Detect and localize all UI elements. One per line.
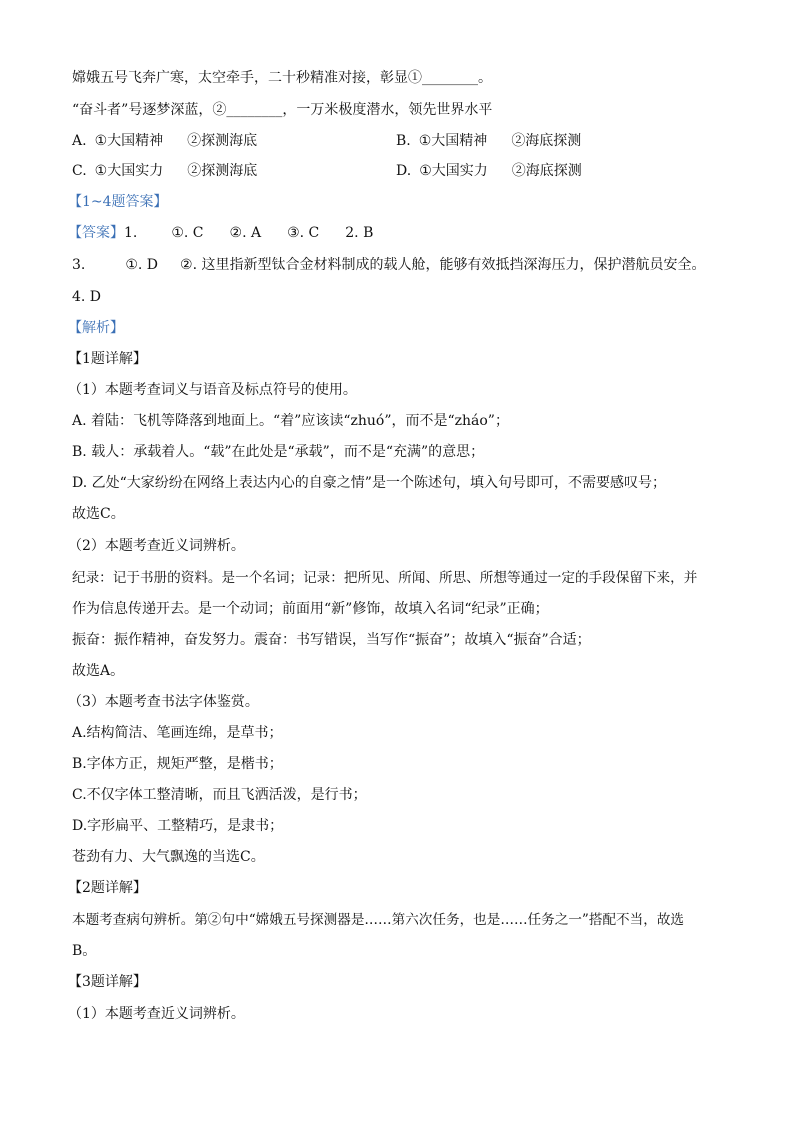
option-d-letter: D. (396, 163, 412, 179)
detail-1-line: 作为信息传递开去。是一个动词；前面用“新”修饰，故填入名词“纪录”正确； (72, 601, 549, 617)
answer-1-sub3: ③. C (287, 225, 320, 241)
option-d (396, 161, 582, 181)
answer-1-num: 1. (124, 225, 138, 241)
option-c-letter: C. (72, 163, 87, 179)
answer-2: 2. B (345, 225, 374, 241)
analysis-header: 【解析】 (68, 320, 124, 336)
detail-1-line: D. 乙处“大家纷纷在网络上表达内心的自豪之情”是一个陈述句，填入句号即可，不需要感叹号； (72, 475, 666, 491)
detail-2-header: 【2题详解】 (68, 880, 147, 896)
option-a-letter: A. (72, 133, 87, 149)
answer-3-sub2: ②. 这里指新型钛合金材料制成的载人舱，能够有效抵挡深海压力，保护潜航员安全。 (180, 257, 706, 273)
question-line-1: 嫦娥五号飞奔广寒，太空牵手，二十秒精准对接，彰显①________。 (72, 70, 492, 86)
answer-3-num: 3. (72, 257, 86, 273)
option-c-part1: ①大国实力 (94, 163, 164, 179)
option-c (72, 161, 257, 181)
option-b-part2: ②海底探测 (511, 133, 582, 149)
detail-1-line: B.字体方正，规矩严整，是楷书； (72, 756, 283, 772)
detail-1-line: （1）本题考查词义与语音及标点符号的使用。 (68, 382, 357, 398)
answer-section-header: 【1~4题答案】 (68, 194, 168, 210)
option-d-part1: ①大国实力 (419, 163, 488, 179)
detail-1-line: A.结构简洁、笔画连绵，是草书； (72, 725, 283, 741)
option-a (72, 131, 257, 151)
option-b (396, 131, 581, 151)
option-a-part2: ②探测海底 (187, 133, 258, 149)
detail-3-header: 【3题详解】 (68, 974, 147, 990)
detail-3-line: （1）本题考查近义词辨析。 (68, 1006, 245, 1022)
option-b-letter: B. (396, 133, 411, 149)
detail-1-line: A. 着陆：飞机等降落到地面上。“着”应该读“zhuó”，而不是“zháo”； (72, 413, 509, 429)
detail-1-line: 故选A。 (72, 663, 125, 679)
answer-line-3 (72, 255, 706, 275)
detail-1-line: 故选C。 (72, 506, 125, 522)
answer-line-4: 4. D (72, 289, 102, 305)
answer-tag: 【答案】 (68, 225, 124, 241)
detail-2-line: 本题考查病句辨析。第②句中“嫦娥五号探测器是……第六次任务，也是……任务之一”搭配不当，故选 (72, 912, 685, 928)
detail-1-header: 【1题详解】 (68, 351, 147, 367)
option-c-part2: ②探测海底 (187, 163, 258, 179)
answer-3-sub1: ①. D (125, 257, 159, 273)
option-d-part2: ②海底探测 (511, 163, 582, 179)
answer-line-1 (68, 223, 373, 243)
detail-1-line: C.不仅字体工整清晰，而且飞洒活泼，是行书； (72, 787, 367, 803)
detail-1-line: （3）本题考查书法字体鉴赏。 (68, 694, 259, 710)
option-b-part1: ①大国精神 (418, 133, 488, 149)
answer-1-sub2: ②. A (229, 225, 262, 241)
detail-2-line: B。 (72, 943, 97, 959)
detail-1-line: 振奋：振作精神，奋发努力。震奋：书写错误，当写作“振奋”；故填入“振奋”合适； (72, 632, 591, 648)
detail-1-line: 纪录：记于书册的资料。是一个名词；记录：把所见、所闻、所思、所想等通过一定的手段保留下来，并 (72, 570, 698, 586)
option-a-part1: ①大国精神 (94, 133, 164, 149)
question-line-2: “奋斗者”号逐梦深蓝，②________，一万米极度潜水，领先世界水平 (72, 102, 493, 118)
detail-1-line: 苍劲有力、大气飘逸的当选C。 (72, 849, 265, 865)
detail-1-line: （2）本题考查近义词辨析。 (68, 538, 245, 554)
detail-1-line: B. 载人：承载着人。“载”在此处是“承载”，而不是“充满”的意思； (72, 444, 485, 460)
answer-1-sub1: ①. C (171, 225, 204, 241)
detail-1-line: D.字形扁平、工整精巧，是隶书； (72, 818, 284, 834)
